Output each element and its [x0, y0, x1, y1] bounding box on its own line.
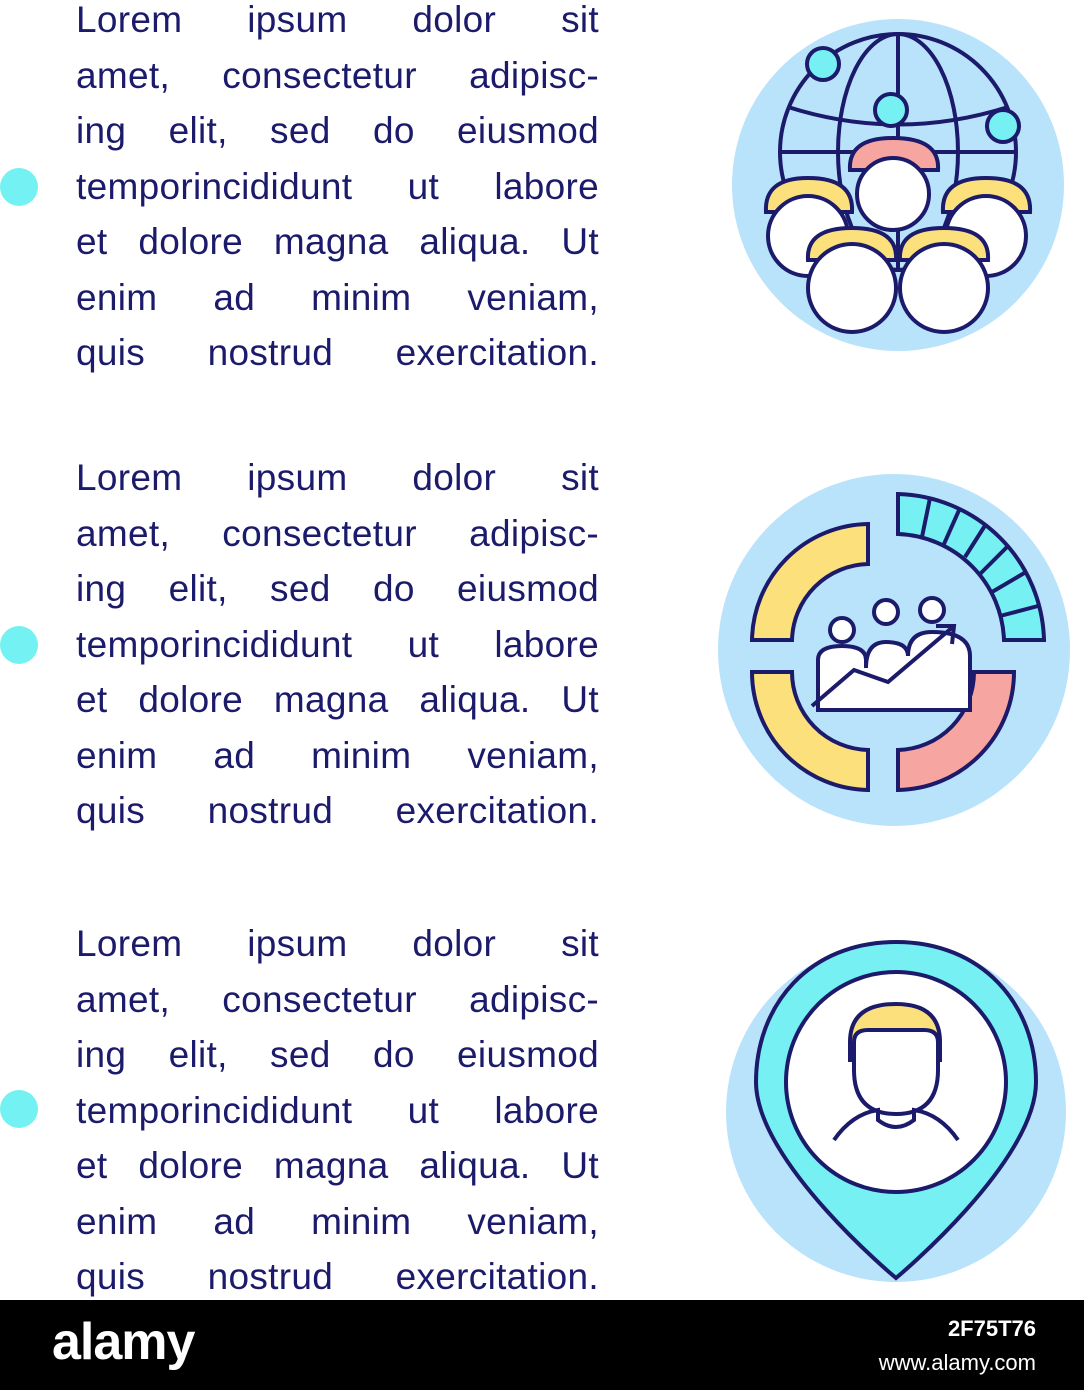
global-community-icon	[728, 2, 1068, 372]
bullet-dot	[0, 168, 38, 206]
bullet-dot	[0, 1090, 38, 1128]
bullet-dot	[0, 626, 38, 664]
watermark-footer	[0, 1300, 1084, 1390]
image-id: 2F75T76	[947, 1316, 1036, 1341]
alamy-logo: alamy	[52, 1313, 195, 1371]
paragraph: Lorem ipsum dolor sit amet, consectetur adipisc- ing elit, sed do eiusmod temporincididunt ut labore et dolore magna aliqua. Ut enim ad minim veniam, quis nostrud exercitation.	[76, 0, 599, 373]
community-growth-chart-icon	[708, 460, 1080, 840]
paragraph: Lorem ipsum dolor sit amet, consectetur adipisc- ing elit, sed do eiusmod temporincididunt ut labore et dolore magna aliqua. Ut enim ad minim veniam, quis nostrud exercitation.	[76, 923, 599, 1297]
user-location-pin-icon	[712, 930, 1080, 1300]
paragraph: Lorem ipsum dolor sit amet, consectetur adipisc- ing elit, sed do eiusmod temporincididunt ut labore et dolore magna aliqua. Ut enim ad minim veniam, quis nostrud exercitation.	[76, 457, 599, 831]
site-url: www.alamy.com	[878, 1350, 1036, 1375]
